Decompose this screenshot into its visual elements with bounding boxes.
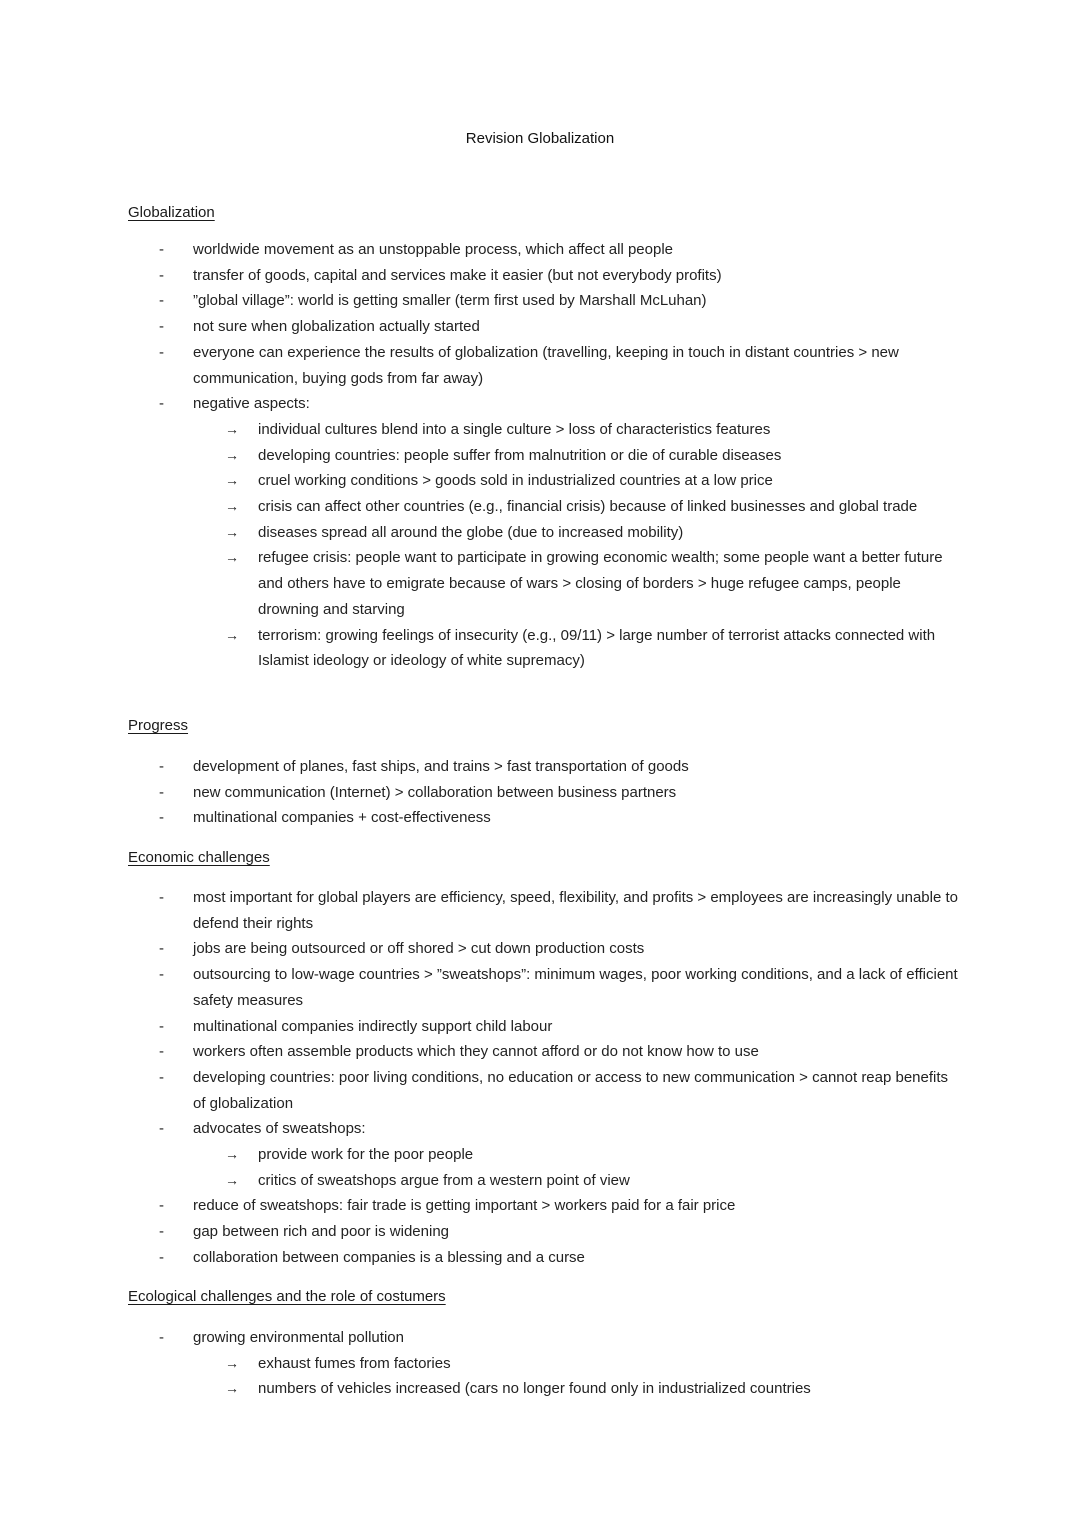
list-item bbox=[0, 1116, 1080, 1193]
arrow-right-icon: → bbox=[225, 549, 239, 566]
list-item bbox=[0, 754, 1080, 780]
dash-bullet: - bbox=[159, 1223, 164, 1241]
sub-list-item-text: diseases spread all around the globe (due to increased mobility) bbox=[258, 523, 684, 541]
list-item bbox=[0, 1065, 1080, 1116]
sub-list bbox=[193, 417, 960, 674]
sub-list-item bbox=[0, 520, 960, 546]
dash-bullet: - bbox=[159, 1017, 164, 1035]
list-item bbox=[0, 263, 1080, 289]
dash-bullet: - bbox=[159, 758, 164, 775]
list-item bbox=[0, 780, 1080, 806]
dash-bullet: - bbox=[159, 1120, 164, 1138]
bullet-list-ecological-challenges bbox=[0, 1325, 1080, 1402]
dash-bullet: - bbox=[159, 889, 164, 906]
list-item-text: workers often assemble products which they cannot afford or do not know how to use bbox=[193, 1043, 759, 1061]
list-item bbox=[0, 1039, 1080, 1065]
sub-list-item-text: cruel working conditions > goods sold in industrialized countries at a low price bbox=[258, 472, 773, 490]
arrow-right-icon: → bbox=[225, 1354, 239, 1371]
list-item bbox=[0, 288, 1080, 314]
list-item bbox=[0, 885, 1080, 936]
sub-list-item bbox=[0, 443, 960, 469]
sub-list-item-text: numbers of vehicles increased (cars no longer found only in industrialized countries bbox=[258, 1380, 811, 1398]
dash-bullet: - bbox=[159, 966, 164, 984]
sub-list-item-text: developing countries: people suffer from malnutrition or die of curable diseases bbox=[258, 446, 782, 464]
list-item-text: collaboration between companies is a blessing and a curse bbox=[193, 1248, 585, 1266]
list-item-text: ”global village”: world is getting smaller (term first used by Marshall McLuhan) bbox=[193, 292, 707, 310]
list-item-text: multinational companies + cost-effectiveness bbox=[193, 809, 491, 827]
bullet-list-economic-challenges bbox=[0, 885, 1080, 1271]
list-item bbox=[0, 340, 1080, 391]
bullet-list-progress bbox=[0, 754, 1080, 831]
arrow-right-icon: → bbox=[225, 523, 239, 540]
arrow-right-icon: → bbox=[225, 498, 239, 515]
section-heading-globalization: Globalization bbox=[128, 204, 215, 221]
list-item-text: multinational companies indirectly support child labour bbox=[193, 1017, 553, 1035]
arrow-right-icon: → bbox=[225, 1146, 239, 1163]
sub-list-item-text: terrorism: growing feelings of insecurity (e.g., 09/11) > large number of terrorist attacks connected with Islamist ideology or ideology of white supremacy) bbox=[258, 626, 936, 670]
section-heading-ecological-challenges: Ecological challenges and the role of costumers bbox=[128, 1288, 446, 1305]
dash-bullet: - bbox=[159, 318, 164, 336]
sub-list-item bbox=[0, 623, 960, 674]
list-item-text: not sure when globalization actually started bbox=[193, 318, 480, 336]
list-item-text: outsourcing to low-wage countries > ”sweatshops”: minimum wages, poor working conditions, and a lack of efficient safety measures bbox=[193, 966, 958, 1009]
list-item-text: new communication (Internet) > collaboration between business partners bbox=[193, 783, 677, 801]
dash-bullet: - bbox=[159, 292, 164, 310]
list-item bbox=[0, 1245, 1080, 1271]
list-item bbox=[0, 936, 1080, 962]
section-heading-economic-challenges: Economic challenges bbox=[128, 849, 270, 866]
list-item-text: growing environmental pollution bbox=[193, 1329, 404, 1346]
sub-list bbox=[193, 1351, 960, 1402]
list-item bbox=[0, 1325, 1080, 1402]
list-item-text: developing countries: poor living conditions, no education or access to new communication > cannot reap benefits of globalization bbox=[193, 1068, 949, 1112]
list-item-text: jobs are being outsourced or off shored > cut down production costs bbox=[193, 940, 645, 958]
list-item bbox=[0, 1219, 1080, 1245]
dash-bullet: - bbox=[159, 1043, 164, 1061]
arrow-right-icon: → bbox=[225, 420, 239, 437]
sub-list-item-text: exhaust fumes from factories bbox=[258, 1354, 451, 1372]
dash-bullet: - bbox=[159, 343, 164, 361]
dash-bullet: - bbox=[159, 241, 164, 258]
list-item-text: gap between rich and poor is widening bbox=[193, 1223, 450, 1241]
list-item-text: advocates of sweatshops: bbox=[193, 1120, 366, 1138]
sub-list-item bbox=[0, 1142, 960, 1168]
list-item-text: everyone can experience the results of globalization (travelling, keeping in touch in distant countries > new communication, buying gods from far away) bbox=[193, 343, 899, 387]
list-item-text: most important for global players are efficiency, speed, flexibility, and profits > employees are increasingly unable to defend their rights bbox=[193, 889, 958, 932]
section-heading-progress: Progress bbox=[128, 717, 189, 734]
sub-list-item-text: provide work for the poor people bbox=[258, 1146, 474, 1164]
dash-bullet: - bbox=[159, 1197, 164, 1215]
list-item bbox=[0, 391, 1080, 674]
sub-list-item bbox=[0, 1351, 960, 1377]
sub-list-item bbox=[0, 494, 960, 520]
dash-bullet: - bbox=[159, 940, 164, 958]
sub-list-item bbox=[0, 1376, 960, 1402]
sub-list-item bbox=[0, 545, 960, 622]
list-item-text: negative aspects: bbox=[193, 395, 310, 413]
arrow-right-icon: → bbox=[225, 1171, 239, 1188]
sub-list-item-text: crisis can affect other countries (e.g., financial crisis) because of linked businesses and global trade bbox=[258, 498, 918, 516]
arrow-right-icon: → bbox=[225, 446, 239, 463]
sub-list-item-text: individual cultures blend into a single culture > loss of characteristics features bbox=[258, 420, 771, 438]
arrow-right-icon: → bbox=[225, 626, 239, 643]
list-item-text: development of planes, fast ships, and trains > fast transportation of goods bbox=[193, 758, 689, 775]
list-item bbox=[0, 314, 1080, 340]
list-item-text: transfer of goods, capital and services make it easier (but not everybody profits) bbox=[193, 266, 722, 284]
sub-list-item-text: critics of sweatshops argue from a western point of view bbox=[258, 1171, 630, 1189]
bullet-list-globalization bbox=[0, 237, 1080, 674]
sub-list-item bbox=[0, 1168, 960, 1194]
dash-bullet: - bbox=[159, 1068, 164, 1086]
sub-list bbox=[193, 1142, 960, 1193]
dash-bullet: - bbox=[159, 1248, 164, 1266]
dash-bullet: - bbox=[159, 395, 164, 413]
list-item bbox=[0, 805, 1080, 831]
list-item bbox=[0, 237, 1080, 263]
list-item bbox=[0, 1014, 1080, 1040]
dash-bullet: - bbox=[159, 783, 164, 801]
document-title: Revision Globalization bbox=[465, 130, 615, 147]
list-item bbox=[0, 962, 1080, 1013]
list-item-text: worldwide movement as an unstoppable process, which affect all people bbox=[193, 241, 673, 258]
arrow-right-icon: → bbox=[225, 472, 239, 489]
sub-list-item bbox=[0, 468, 960, 494]
list-item-text: reduce of sweatshops: fair trade is getting important > workers paid for a fair price bbox=[193, 1197, 736, 1215]
list-item bbox=[0, 1193, 1080, 1219]
dash-bullet: - bbox=[159, 1329, 164, 1346]
sub-list-item bbox=[0, 417, 960, 443]
dash-bullet: - bbox=[159, 809, 164, 827]
sub-list-item-text: refugee crisis: people want to participate in growing economic wealth; some people want a better future and others have to emigrate because of wars > closing of borders > huge refugee camps, people drowning and starving bbox=[258, 549, 943, 618]
dash-bullet: - bbox=[159, 266, 164, 284]
arrow-right-icon: → bbox=[225, 1380, 239, 1397]
